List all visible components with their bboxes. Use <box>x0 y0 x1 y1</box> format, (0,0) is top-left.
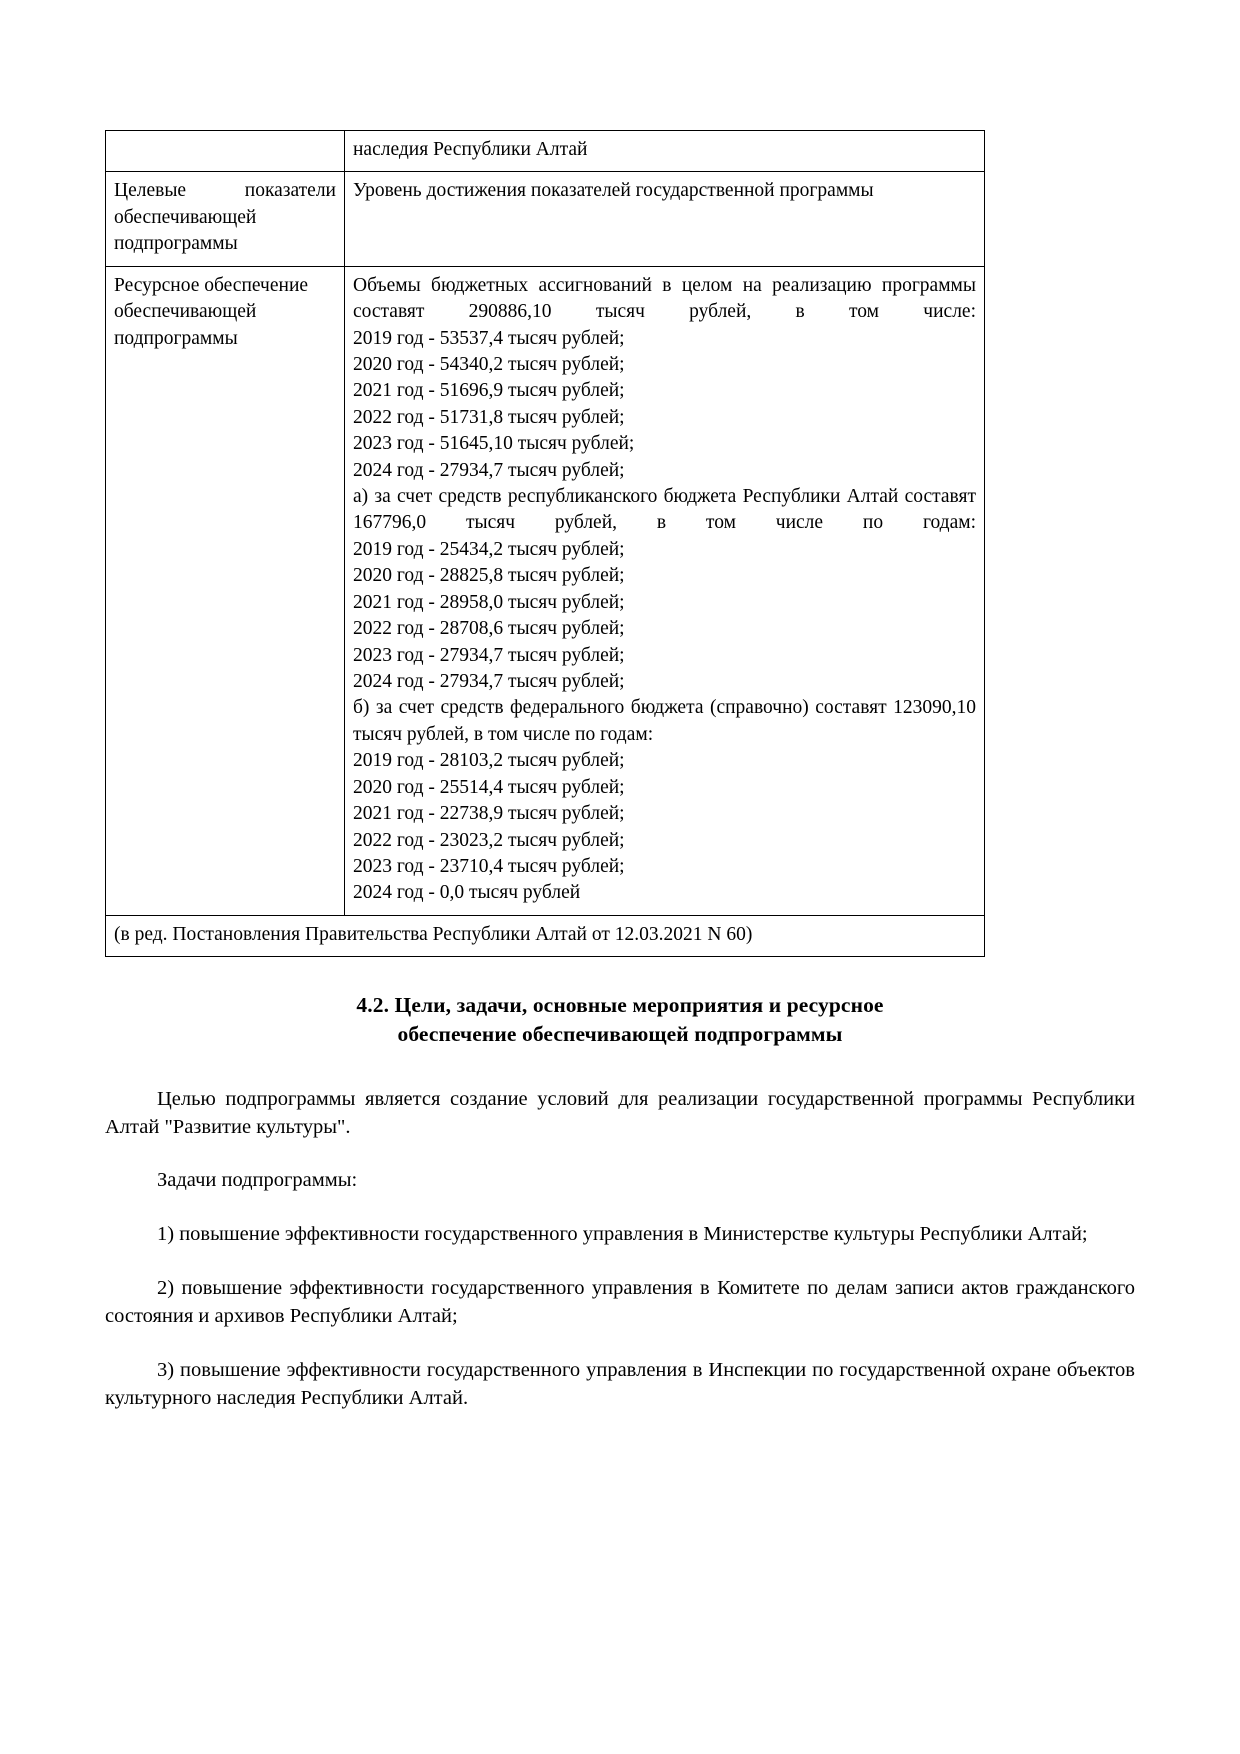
paragraph-task-1: 1) повышение эффективности государственного управления в Министерстве культуры Республики Алтай; <box>157 1223 1088 1246</box>
paragraph-purpose: Целью подпрограммы является создание условий для реализации государственной программы Республики Алтай "Развитие культуры". <box>105 1087 1135 1138</box>
value-line: Объемы бюджетных ассигнований в целом на реализацию программы составят 290886,10 тысяч рублей, в том числе: <box>353 274 976 323</box>
paragraph-tasks-intro: Задачи подпрограммы: <box>157 1169 358 1192</box>
value-lines <box>353 273 976 907</box>
value-line: 2020 год - 28825,8 тысяч рублей; <box>353 565 625 587</box>
value-line: 2020 год - 25514,4 тысяч рублей; <box>353 776 625 798</box>
value-line: 2021 год - 28958,0 тысяч рублей; <box>353 591 625 613</box>
row-label: Целевые показатели обеспечивающей подпрограммы <box>114 180 336 255</box>
value-line: 2019 год - 25434,2 тысяч рублей; <box>353 538 625 560</box>
value-line: а) за счет средств республиканского бюджета Республики Алтай составят 167796,0 тысяч рублей, в том числе по годам: <box>353 486 976 534</box>
row-label-cell <box>106 172 345 266</box>
row-value-cell <box>345 266 985 915</box>
value-line: наследия Республики Алтай <box>353 139 588 160</box>
row-label-cell <box>106 131 345 172</box>
value-line: 2022 год - 51731,8 тысяч рублей; <box>353 406 625 428</box>
value-line: 2021 год - 22738,9 тысяч рублей; <box>353 803 625 825</box>
value-line: 2022 год - 28708,6 тысяч рублей; <box>353 618 625 640</box>
value-line: 2021 год - 51696,9 тысяч рублей; <box>353 380 625 402</box>
paragraph-task-2: 2) повышение эффективности государственного управления в Комитете по делам записи актов гражданского состояния и архивов Республики Алтай; <box>105 1277 1135 1328</box>
table-row-footnote <box>106 915 985 956</box>
value-line: 2024 год - 27934,7 тысяч рублей; <box>353 671 625 693</box>
value-line: Уровень достижения показателей государственной программы <box>353 180 874 202</box>
value-lines <box>353 137 976 163</box>
table-row <box>106 131 985 172</box>
value-lines <box>353 178 976 204</box>
paragraph-task-3: 3) повышение эффективности государственного управления в Инспекции по государственной охране объектов культурного наследия Республики Алтай. <box>105 1358 1135 1409</box>
table-row <box>106 266 985 915</box>
program-specification-table <box>105 130 985 957</box>
row-value-cell <box>345 131 985 172</box>
row-label: Ресурсное обеспечение обеспечивающей подпрограммы <box>114 274 309 349</box>
value-line: 2023 год - 27934,7 тысяч рублей; <box>353 644 625 666</box>
row-label-cell <box>106 266 345 915</box>
value-line: 2022 год - 23023,2 тысяч рублей; <box>353 829 625 851</box>
value-line: 2020 год - 54340,2 тысяч рублей; <box>353 353 625 375</box>
table-row <box>106 172 985 266</box>
amendment-note: (в ред. Постановления Правительства Республики Алтай от 12.03.2021 N 60) <box>106 915 985 956</box>
section-heading-line1: 4.2. Цели, задачи, основные мероприятия и ресурсное <box>356 993 884 1018</box>
value-line: б) за счет средств федерального бюджета (справочно) составят 123090,10 тысяч рублей, в том числе по годам: <box>353 697 976 745</box>
value-line: 2024 год - 27934,7 тысяч рублей; <box>353 459 625 481</box>
section-heading-line2: обеспечение обеспечивающей подпрограммы <box>397 1022 843 1047</box>
value-line: 2024 год - 0,0 тысяч рублей <box>353 882 581 904</box>
value-line: 2023 год - 23710,4 тысяч рублей; <box>353 855 625 877</box>
value-line: 2023 год - 51645,10 тысяч рублей; <box>353 433 635 455</box>
value-line: 2019 год - 53537,4 тысяч рублей; <box>353 327 625 349</box>
value-line: 2019 год - 28103,2 тысяч рублей; <box>353 750 625 772</box>
row-value-cell <box>345 172 985 266</box>
section-heading <box>105 991 1135 1049</box>
